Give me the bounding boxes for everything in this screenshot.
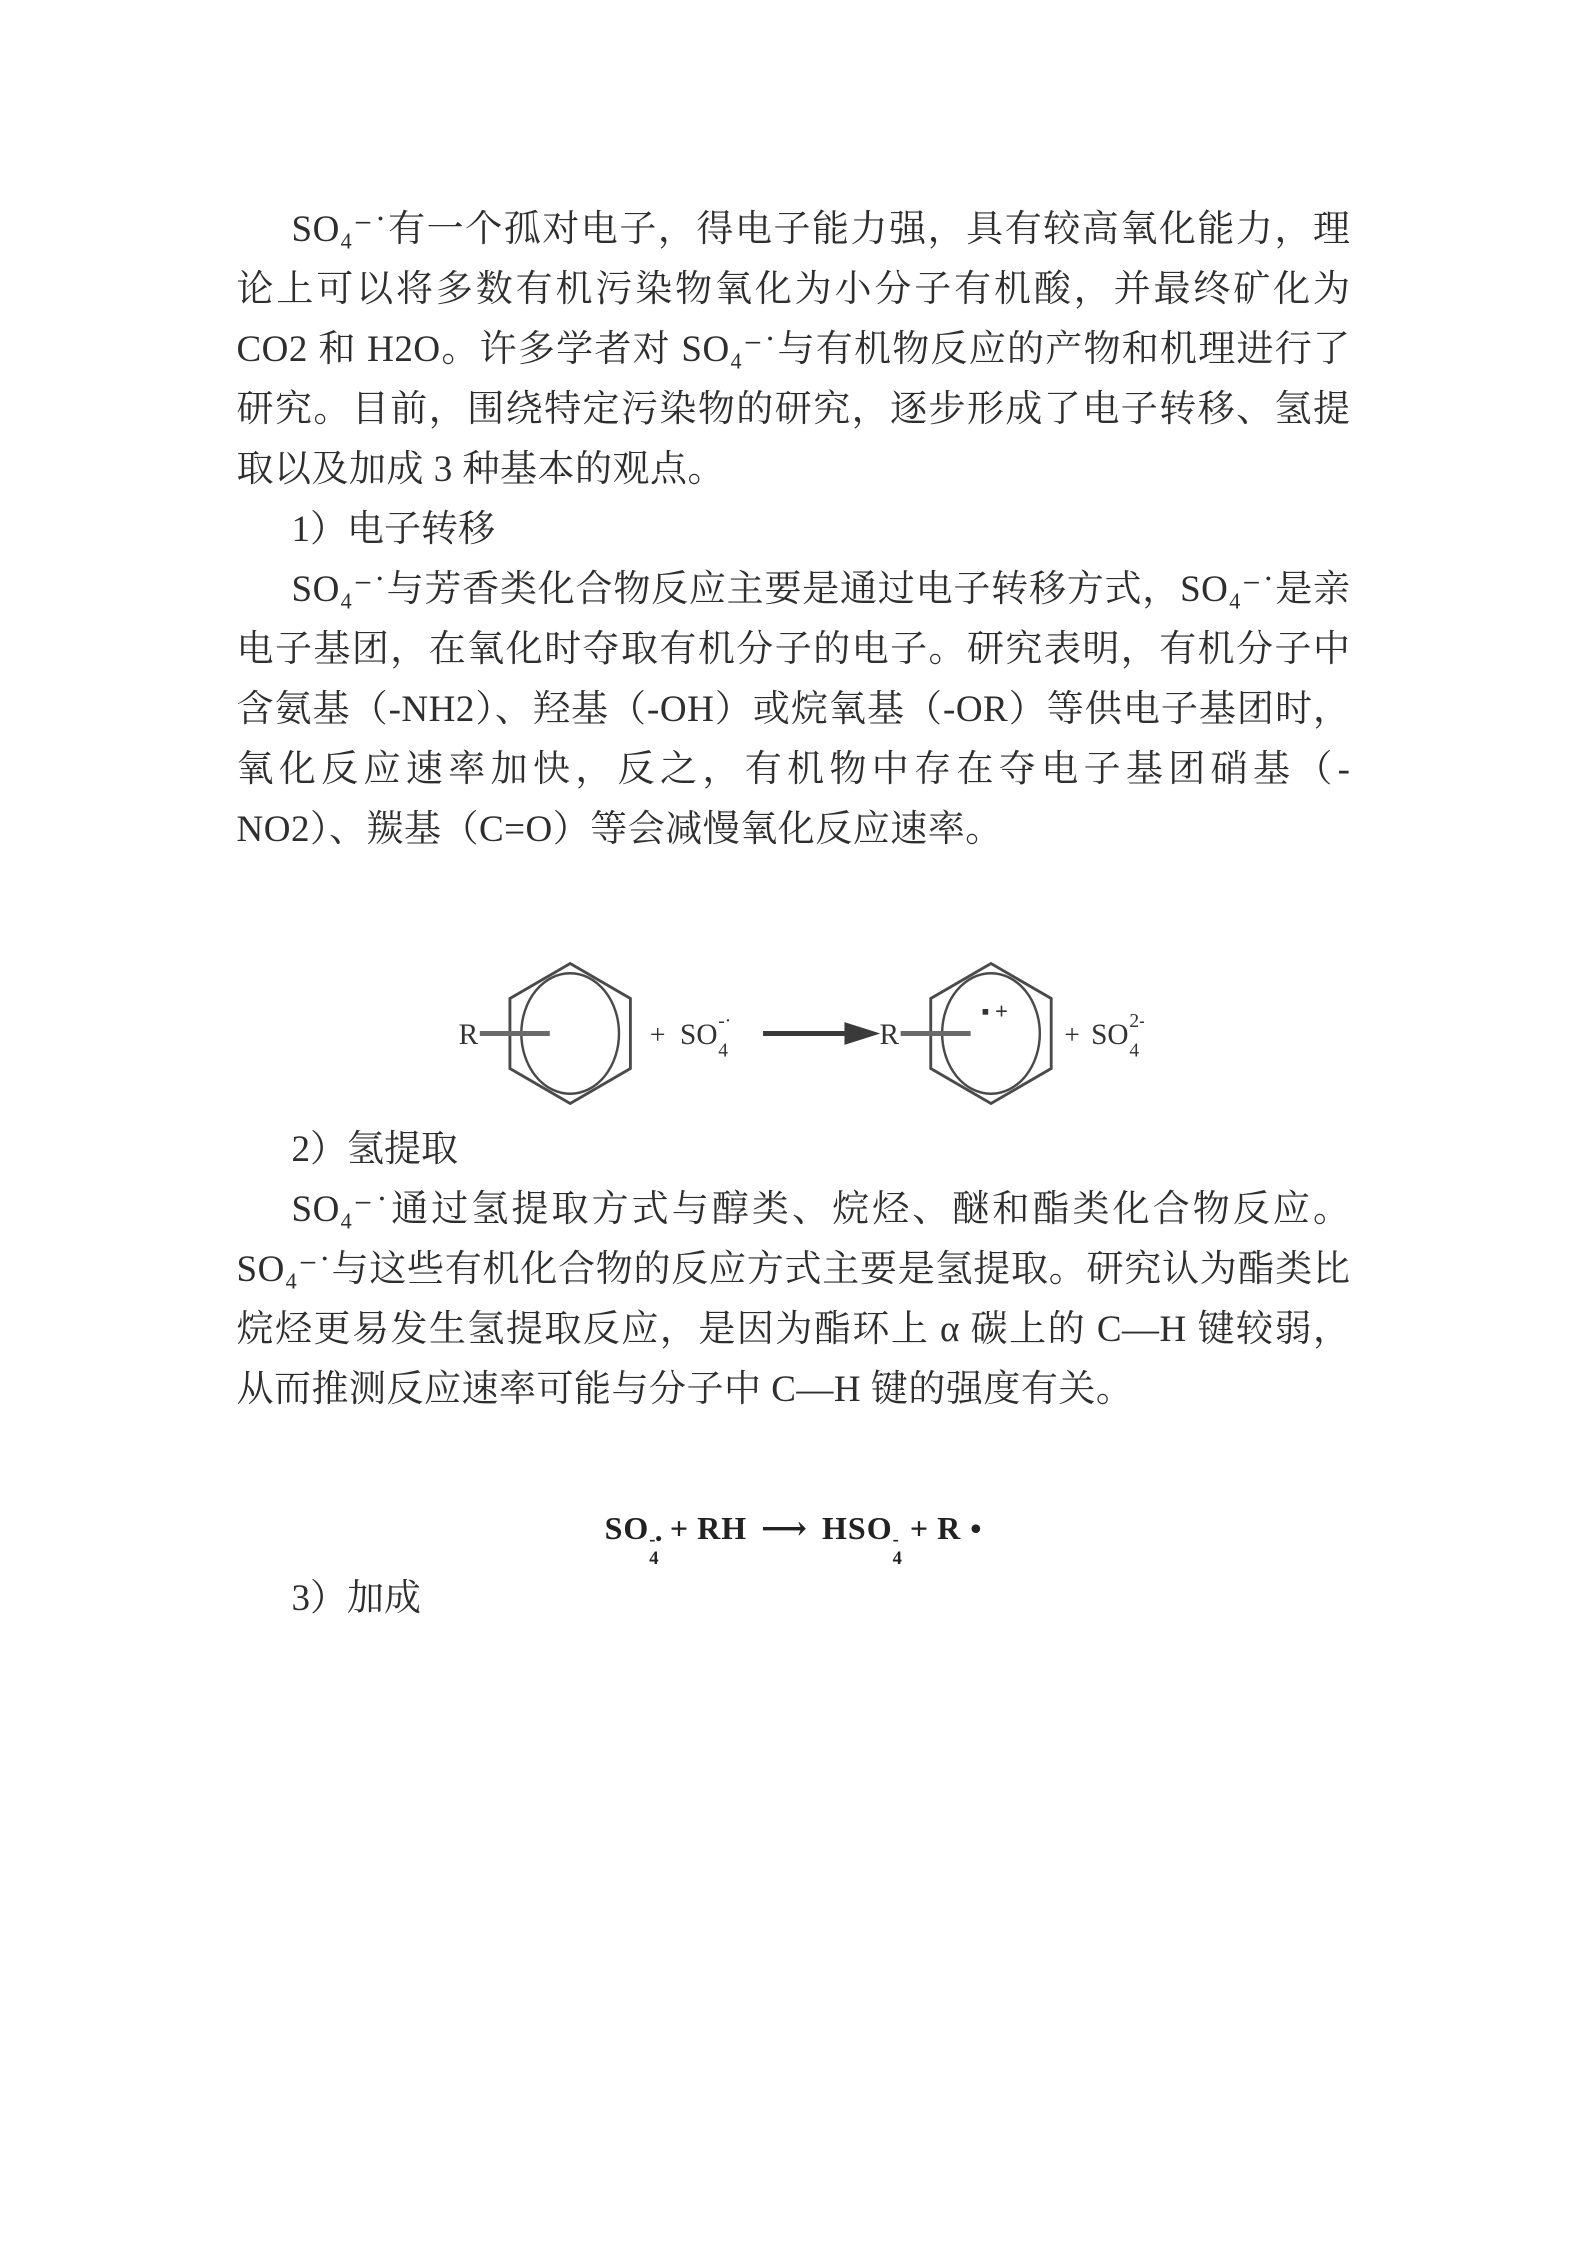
paragraph-intro: SO₄⁻˙有一个孤对电子，得电子能力强，具有较高氧化能力，理论上可以将多数有机污染物氧化为小分子有机酸，并最终矿化为 CO2 和 H2O。许多学者对 SO₄⁻˙与有机物反应的产物和机理进行了研究。目前，围绕特定污染物的研究，逐步形成了电子转移、氢提取以及加成 3 种基本的观点。 bbox=[236, 209, 1351, 490]
svg-text:-·: -· bbox=[717, 1010, 731, 1032]
arrow-operator: ⟶ bbox=[761, 1510, 809, 1546]
sulfate-dianion-label bbox=[1091, 1011, 1144, 1061]
electron-transfer-reaction-diagram bbox=[237, 952, 1351, 1120]
benzene-reaction-figure bbox=[444, 952, 1144, 1115]
svg-text:4: 4 bbox=[717, 1040, 728, 1062]
document-content bbox=[237, 200, 1351, 1629]
reactant-benzene-ring bbox=[458, 964, 630, 1104]
plus-sign-2: + bbox=[1063, 1018, 1080, 1050]
heading-hydrogen-abstraction: 2）氢提取 bbox=[291, 1129, 458, 1170]
product-benzene-radical-cation bbox=[879, 964, 1051, 1104]
plus-sign-1: + bbox=[649, 1018, 666, 1050]
paragraph-electron-transfer: SO₄⁻˙与芳香类化合物反应主要是通过电子转移方式，SO₄⁻˙是亲电子基团，在氧化时夺取有机分子的电子。研究表明，有机分子中含氨基（-NH2）、羟基（-OH）或烷氧基（-OR）等供电子基团时，氧化反应速率加快，反之，有机物中存在夺电子基团硝基（-NO2）、羰基（C=O）等会减慢氧化反应速率。 bbox=[236, 569, 1351, 850]
paragraph-hydrogen-abstraction: SO₄⁻˙通过氢提取方式与醇类、烷烃、醚和酯类化合物反应。SO₄⁻˙与这些有机化合物的反应方式主要是氢提取。研究认为酯类比烷烃更易发生氢提取反应，是因为酯环上 α 碳上的 C—H 键较弱，从而推测反应速率可能与分子中 C—H 键的强度有关。 bbox=[236, 1189, 1351, 1410]
svg-text:2-: 2- bbox=[1128, 1010, 1144, 1032]
hydrogen-abstraction-equation bbox=[237, 1498, 1351, 1569]
svg-text:4: 4 bbox=[1128, 1040, 1139, 1062]
so4-radical-term: SO -• 4 bbox=[604, 1510, 662, 1570]
plus-operator-2: + bbox=[909, 1510, 930, 1546]
radical-cation-marks: ▪ + bbox=[980, 998, 1008, 1024]
hso4-term: HSO - 4 bbox=[822, 1510, 902, 1570]
heading-addition: 3）加成 bbox=[291, 1577, 421, 1619]
reaction-arrow bbox=[763, 1022, 880, 1045]
heading-electron-transfer: 1）电子转移 bbox=[291, 509, 495, 550]
plus-operator-1: + bbox=[669, 1510, 690, 1546]
r-radical-term: R • bbox=[937, 1510, 983, 1546]
r-substituent-label-product: R bbox=[878, 1019, 899, 1052]
svg-text:SO: SO bbox=[1090, 1019, 1129, 1052]
rh-term: RH bbox=[697, 1510, 748, 1546]
r-substituent-label: R bbox=[458, 1019, 478, 1052]
svg-text:SO: SO bbox=[679, 1019, 717, 1052]
sulfate-radical-label bbox=[680, 1011, 731, 1061]
